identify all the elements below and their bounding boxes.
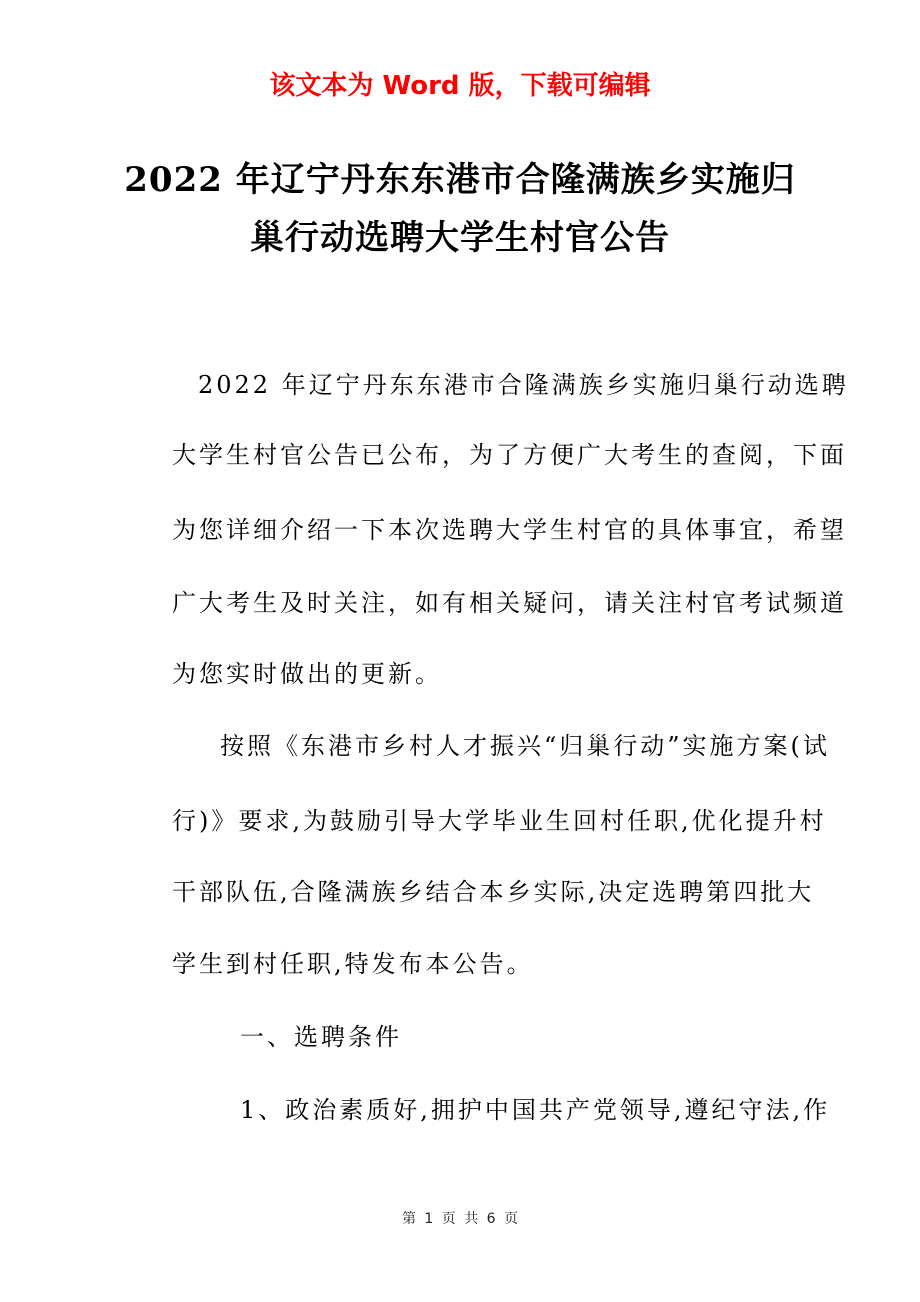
page-number-footer: 第 1 页 共 6 页: [401, 1211, 519, 1227]
body-line: 干部队伍,合隆满族乡结合本乡实际,决定选聘第四批大: [172, 878, 815, 906]
body-line: 1、政治素质好,拥护中国共产党领导,遵纪守法,作: [240, 1096, 831, 1124]
body-line: 学生到村任职,特发布本公告。: [172, 950, 534, 978]
body-line: 行)》要求,为鼓励引导大学毕业生回村任职,优化提升村: [172, 807, 827, 835]
document-title-line-1: 2022 年辽宁丹东东港市合隆满族乡实施归: [124, 160, 796, 200]
section-heading: 一、选聘条件: [240, 1023, 402, 1051]
body-line: 广大考生及时关注，如有相关疑问，请关注村官考试频道: [172, 589, 847, 617]
body-line: 2022 年辽宁丹东东港市合隆满族乡实施归巢行动选聘: [198, 371, 849, 399]
body-line: 大学生村官公告已公布，为了方便广大考生的查阅，下面: [172, 441, 847, 469]
body-line: 按照《东港市乡村人才振兴“归巢行动”实施方案(试: [220, 732, 830, 760]
document-title-line-2: 巢行动选聘大学生村官公告: [250, 218, 670, 258]
body-line: 为您详细介绍一下本次选聘大学生村官的具体事宜，希望: [172, 516, 847, 544]
body-line: 为您实时做出的更新。: [172, 660, 442, 688]
word-version-banner: 该文本为 Word 版，下载可编辑: [269, 71, 651, 101]
